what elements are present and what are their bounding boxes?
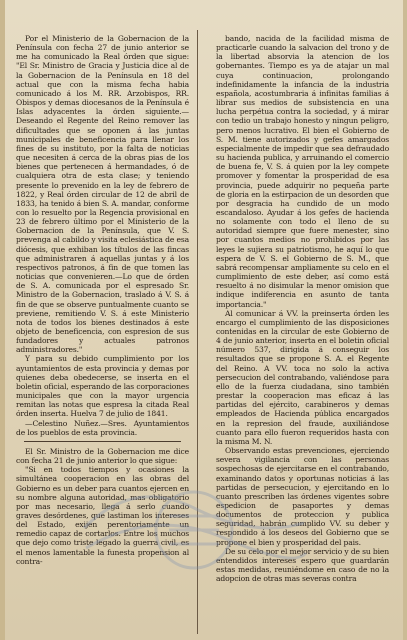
circular-paragraph-2: [16, 354, 189, 436]
circular-paragraph-4: "Si en todos tiempos y ocasiones la simultánea cooperacion en las obras del Gobierno es un deber para cuantos ejercen en su nombre alguna autoridad, mas obligatorio por mas necesario, llega á serlo cuando graves desórdenes, que lastiman los intereses del Estado, exijen perentoriamente un remedio capaz de cortarlos. Entre los muchos que dejo como triste legado la guerra civil, es el menos lamentable la funesta propension al contra-: [16, 465, 189, 566]
circular-paragraph-3: El Sr. Ministro de la Gobernacion me dice con fecha 21 de junio anterior lo que sigue:: [16, 446, 189, 466]
page-left-edge: [0, 0, 5, 640]
order-closing: Y para su debido cumplimiento por los ayuntamientos de esta provincia y demas por quienes deba obedecerse, se inserta en el boletin oficial, esperando de las corporaciones municipales que con la mayor urgencia remitan las notas que espresa la citada Real órden inserta. Huelva 7 de julio de 1841.: [16, 354, 189, 419]
page-right-edge: [403, 0, 407, 640]
column-divider: [197, 30, 198, 634]
signature: —Celestino Nuñez.—Sres. Ayuntamientos de los pueblos de esta provincia.: [16, 418, 189, 437]
circular-paragraph-1: Por el Ministerio de la Gobernacion de la Península con fecha 27 de junio anterior se me ha comunicado la Real órden que sigue: "El Sr. Ministro de Gracia y Justicia dice al de la Gobernacion de la Península en 18 del actual que con la misma fecha habia comunicado á los M. RR. Arzobispos, RR. Obispos y demas diocesanos de la Península é Islas adyacentes la órden siguiente.—Deseando el Regente del Reino remover las dificultades que se oponen á las juntas municipales de beneficencia para llenar los fines de su instituto, por la falta de noticias que necesiten á cerca de la obras pias de los bienes que pertenecen á hermandades, ó de cualquiera otra de esta clase; y teniendo presente lo prevenido en la ley de febrero de 1822, y Real órden circular de 12 de abril de 1833, ha tenido á bien S. A. mandar, conforme con lo resuelto por la Regencia provisional en 23 de febrero último por el Ministerio de la Gobernacion de la Península, que V. S. prevenga al cabildo y visita eclesiástica de esa diócesis, que exhiban los títulos de las fincas que administraren á aquellas juntas y á los respectivos patronos, á fin de que tomen las noticias que convenieren.—Lo que de órden de S. A. comunicada por el espresado Sr. Ministro de la Gobernacion, traslado á V. S. á fin de que se observe puntualmente cuanto se previene, remitiendo V. S. á este Ministerio nota de todos los bienes destinados á este objeto de beneficencia, con espresion de sus fundadores y actuales patronos administradores.": [16, 34, 189, 355]
left-column: [16, 34, 189, 636]
circular-paragraph-8: De su celo por el mejor servicio y de su bien entendidos intereses espero que guardarán estas medidas, reuniéndome en caso de no la adopcion de otras mas severas contra: [216, 546, 389, 584]
circular-paragraph-7: Observando estas prevenciones, ejerciendo severa vigilancia con las personas sospechosas de ejercitarse en el contrabando, examinando datos y oportunas noticias á las partidas de persecucion, y ejercitando en lo cuanto prescriben las órdenes vigentes sobre espedicion de pasaportes y demas documentos de proteccion y publica seguridad, habrán cumplido VV. su deber y respondido á los deseos del Gobierno que se propone el bien y prosperidad del pais.: [216, 446, 389, 547]
right-column: [216, 34, 389, 636]
circular-paragraph-5: bando, nacida de la facilidad misma de practicarle cuando la salvacion del trono y de la libertad absorvia la atencion de los gobernantes. Tiempo es ya de atajar un mal cuya continuacion, prolongando indefinidamente la infancia de la industria española, acostumbraria á infinitas familias á librar sus medios de subsistencia en una lucha perpétua contra la sociedad, y á mirar con tedio un trabajo honesto y ningun peligro, pero menos lucrativo. El bien el Gobierno de S. M. tiene autorizados y gefes amargados especialmente de impedir que sea defraudado su hacienda publica, y arruinando el comercio de buena fe, V. S. á quien por la ley compete promover y fomentar la prosperidad de esa provincia, puede adquirir no pequeña parte de gloria en la estirpacion de un desorden que por desgracia ha cundido de un modo escandaloso. Ayudar á los gefes de hacienda no solamente con todo el lleno de su autoridad siempre que fuere menester, sino por cuantos medios no prohibidos por las leyes le sujiera su patriotismo, he aquí lo que espera de V. S. el Gobierno de S. M., que sabrá recompensar ampliamente su celo en el cumplimiento de este deber, así como está resuelto á no disimular la menor omision que indique indiferencia en asunto de tanta importancia.": [216, 34, 389, 309]
section-divider: [24, 441, 181, 442]
circular-paragraph-6: Al comunicar á VV. la preinserta órden les encargo el cumplimiento de las disposiciones contenidas en la circular de este Gobierno de 4 de junio anterior, inserta en el boletin oficial número 537, dirigida á conseguir los resultados que se propone S. A. el Regente del Reino. A VV. toca no solo la activa persecucion del contrabando, valiéndose para ello de la fuerza ciudadana, sino también prestar la cooperacion mas eficaz á las partidas del ejército, carabineros y demas empleados de Hacienda pública encargados en la represion del fraude, auxiliándose cuanto para ello fueron requeridos hasta con la misma M. N.: [216, 308, 389, 446]
